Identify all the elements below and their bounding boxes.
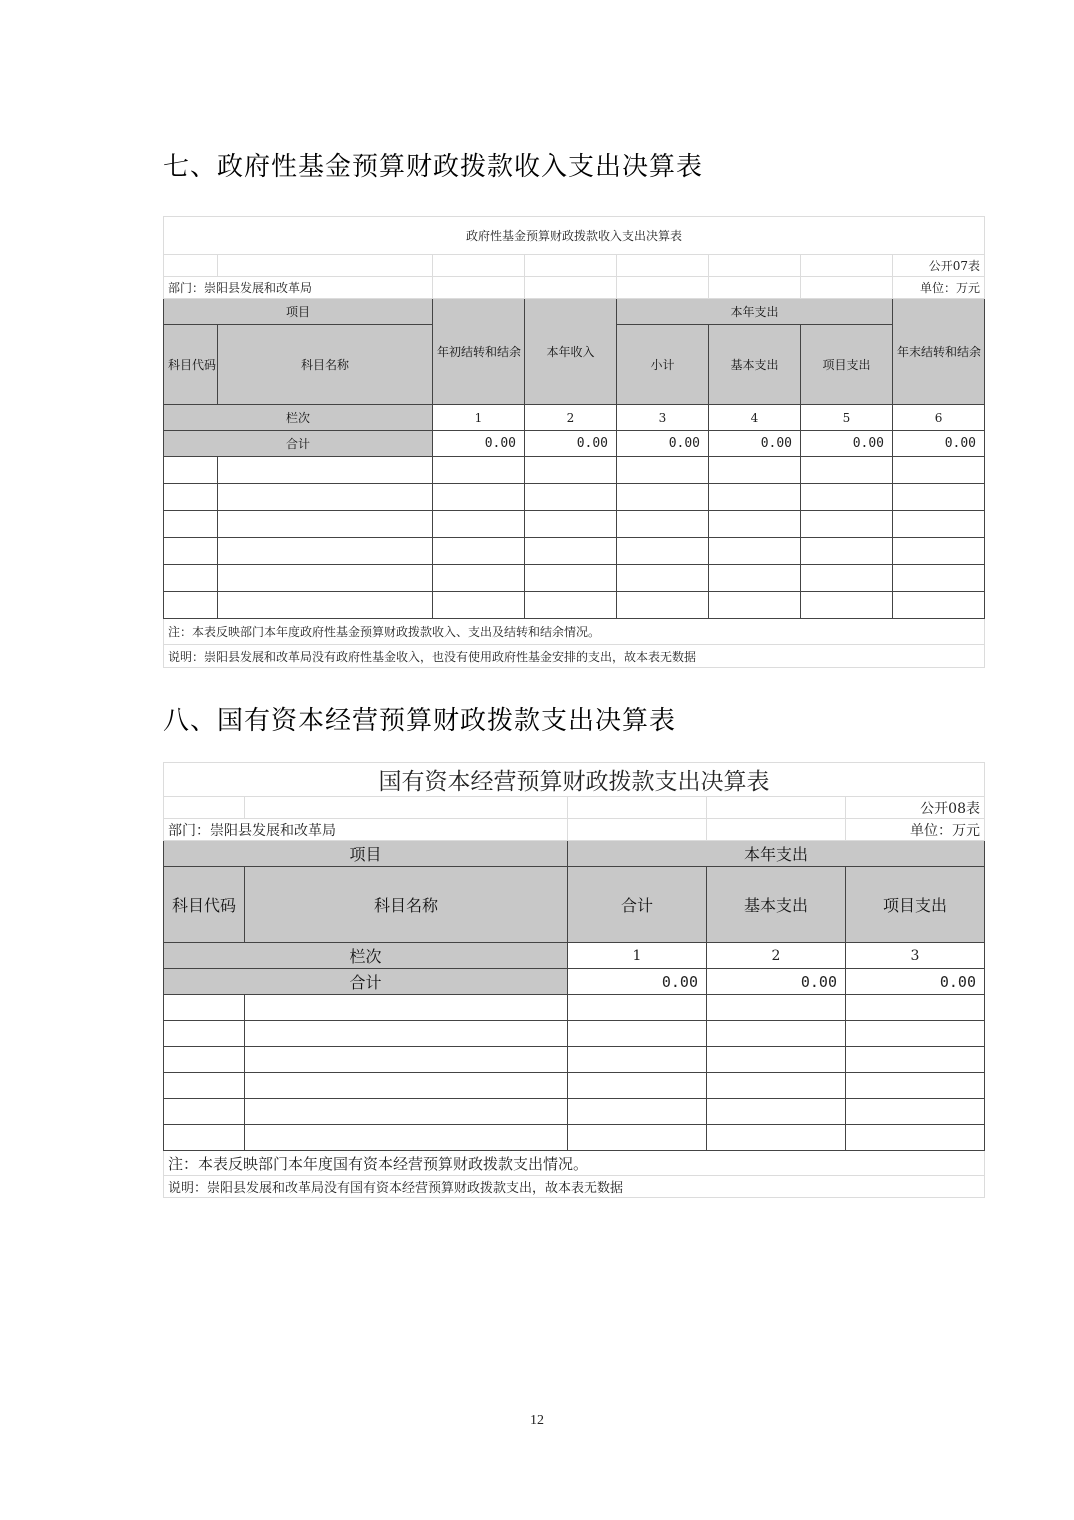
header-end-balance: 年末结转和结余: [893, 299, 985, 405]
section-7-heading: 七、政府性基金预算财政拨款收入支出决算表: [163, 152, 704, 182]
header-project-expense: 项目支出: [846, 867, 985, 943]
table-explanation: 说明：崇阳县发展和改革局没有政府性基金收入，也没有使用政府性基金安排的支出，故本表无数据: [164, 645, 985, 668]
table-row: [164, 592, 985, 619]
header-begin-balance: 年初结转和结余: [433, 299, 525, 405]
column-index: 2: [707, 943, 846, 969]
header-subject-code: 科目代码: [164, 325, 218, 405]
header-subtotal: 小计: [617, 325, 709, 405]
table-number: 公开07表: [893, 255, 985, 277]
table-row: [164, 457, 985, 484]
table-row: [164, 538, 985, 565]
total-value: 0.00: [893, 431, 985, 457]
page-number: 12: [530, 1413, 544, 1428]
column-index: 5: [801, 405, 893, 431]
total-value: 0.00: [801, 431, 893, 457]
header-item: 项目: [164, 299, 433, 325]
government-fund-table: [163, 216, 985, 668]
table-row: [164, 1099, 985, 1125]
table-row: [164, 1021, 985, 1047]
total-label: 合计: [164, 969, 568, 995]
header-project-expense: 项目支出: [801, 325, 893, 405]
total-value: 0.00: [617, 431, 709, 457]
column-index: 4: [709, 405, 801, 431]
unit-label: 单位：万元: [846, 819, 985, 841]
total-value: 0.00: [525, 431, 617, 457]
header-subject-code: 科目代码: [164, 867, 245, 943]
table-row: [164, 995, 985, 1021]
department-label: 部门：崇阳县发展和改革局: [164, 277, 433, 299]
table-row: [164, 1047, 985, 1073]
header-subject-name: 科目名称: [245, 867, 568, 943]
table-row: [164, 1125, 985, 1151]
table-note: 注：本表反映部门本年度政府性基金预算财政拨款收入、支出及结转和结余情况。: [164, 619, 985, 645]
column-index: 1: [433, 405, 525, 431]
state-capital-table: [163, 762, 985, 1198]
header-item: 项目: [164, 841, 568, 867]
table-title: 政府性基金预算财政拨款收入支出决算表: [164, 217, 985, 255]
table-title: 国有资本经营预算财政拨款支出决算表: [164, 763, 985, 797]
header-expense: 本年支出: [617, 299, 893, 325]
column-index-label: 栏次: [164, 943, 568, 969]
column-index: 1: [568, 943, 707, 969]
table-row: [164, 565, 985, 592]
total-value: 0.00: [707, 969, 846, 995]
table-explanation: 说明：崇阳县发展和改革局没有国有资本经营预算财政拨款支出，故本表无数据: [164, 1176, 985, 1198]
column-index: 6: [893, 405, 985, 431]
header-total: 合计: [568, 867, 707, 943]
column-index: 3: [617, 405, 709, 431]
column-index: 3: [846, 943, 985, 969]
unit-label: 单位：万元: [893, 277, 985, 299]
total-value: 0.00: [568, 969, 707, 995]
table-row: [164, 511, 985, 538]
header-income: 本年收入: [525, 299, 617, 405]
header-expense: 本年支出: [568, 841, 985, 867]
section-8-heading: 八、国有资本经营预算财政拨款支出决算表: [163, 706, 677, 736]
total-value: 0.00: [433, 431, 525, 457]
total-label: 合计: [164, 431, 433, 457]
table-number: 公开08表: [846, 797, 985, 819]
header-subject-name: 科目名称: [218, 325, 433, 405]
column-index: 2: [525, 405, 617, 431]
total-value: 0.00: [709, 431, 801, 457]
total-value: 0.00: [846, 969, 985, 995]
table-note: 注：本表反映部门本年度国有资本经营预算财政拨款支出情况。: [164, 1151, 985, 1176]
table-row: [164, 484, 985, 511]
table-row: [164, 1073, 985, 1099]
header-basic-expense: 基本支出: [707, 867, 846, 943]
header-basic-expense: 基本支出: [709, 325, 801, 405]
column-index-label: 栏次: [164, 405, 433, 431]
department-label: 部门：崇阳县发展和改革局: [164, 819, 568, 841]
